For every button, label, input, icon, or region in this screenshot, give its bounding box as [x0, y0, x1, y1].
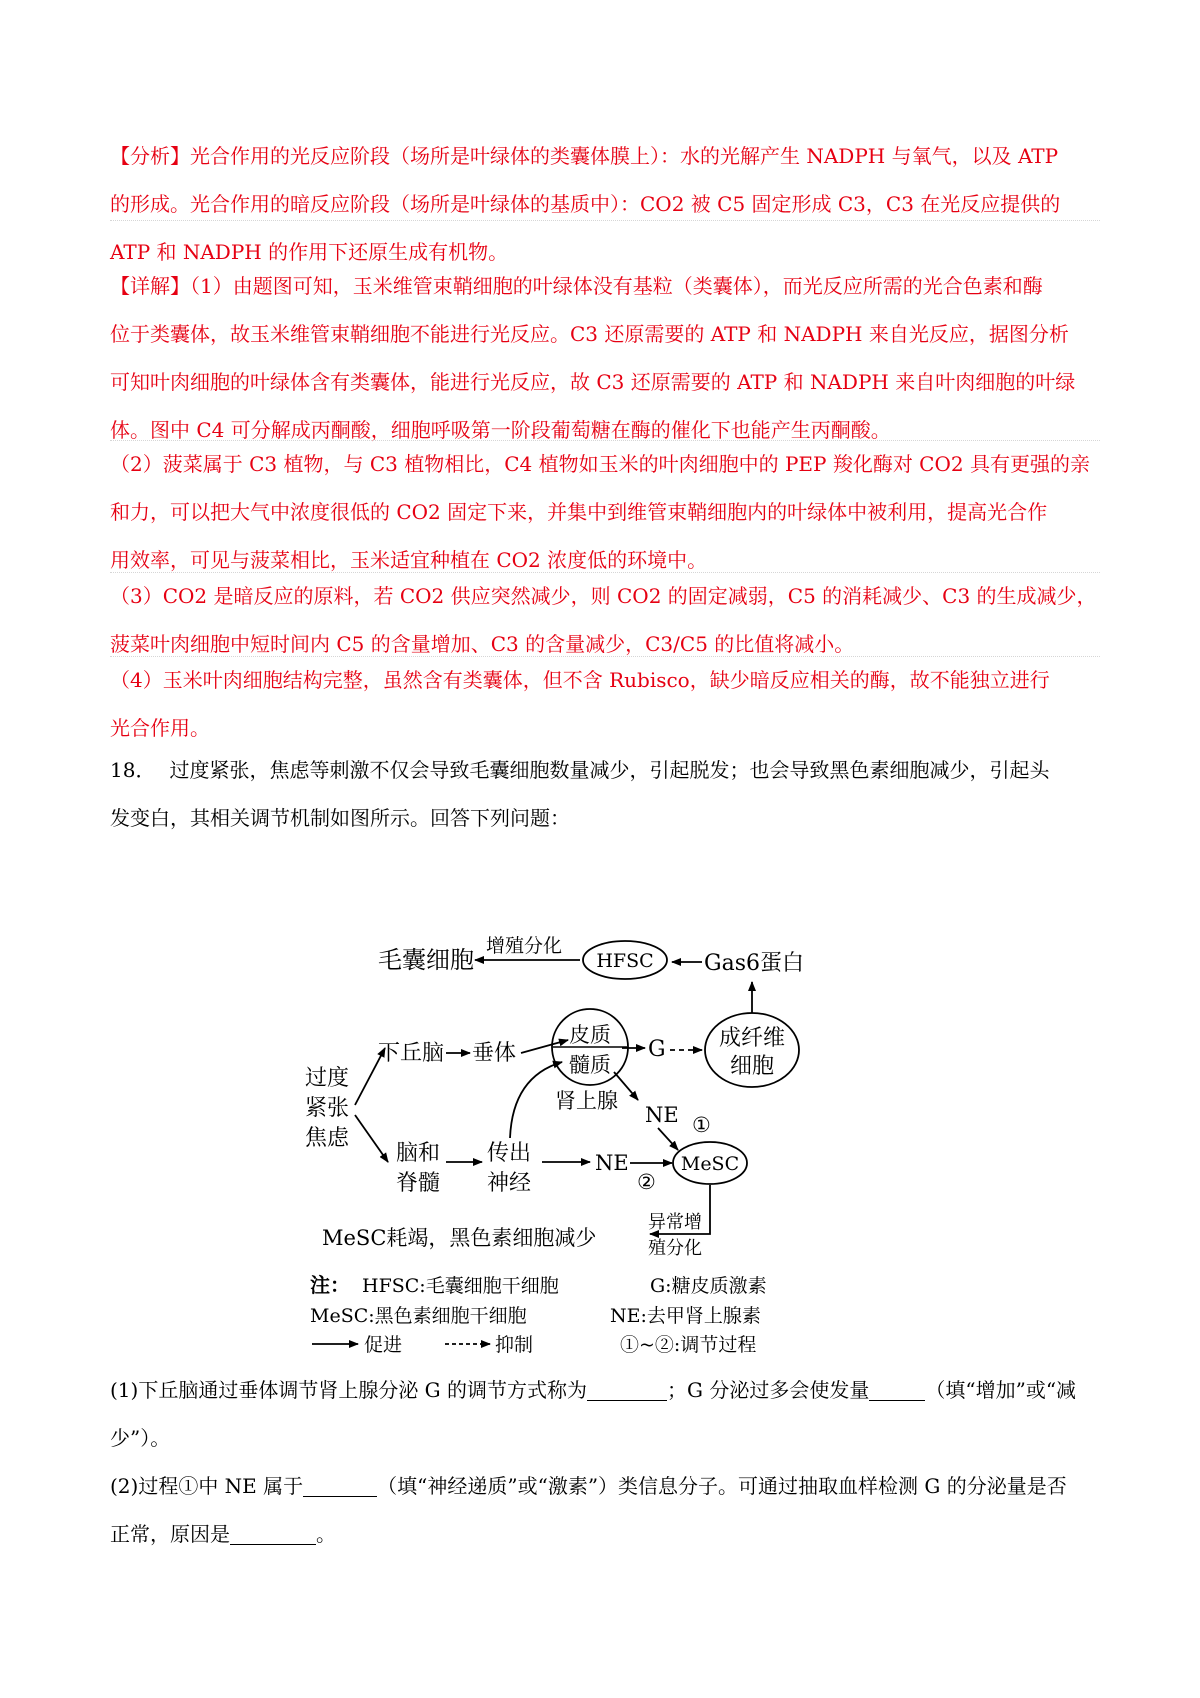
detail-line: 光合作用。 [110, 716, 210, 740]
arrow-stress-to-brain [355, 1115, 388, 1162]
note-label: 注： [310, 1273, 350, 1297]
question-text: 过度紧张，焦虑等刺激不仅会导致毛囊细胞数量减少，引起脱发；也会导致黑色素细胞减少，引起头 [169, 758, 1050, 782]
detail-line: 和力，可以把大气中浓度很低的 CO2 固定下来，并集中到维管束鞘细胞内的叶绿体中被利用，提高光合作 [110, 500, 1048, 524]
detail-line: 菠菜叶肉细胞中短时间内 C5 的含量增加、C3 的含量减少，C3/C5 的比值将减小。 [110, 632, 855, 656]
note-promote: 促进 [364, 1334, 403, 1356]
detail-paragraph-2 [110, 440, 1100, 584]
detail-paragraph-4 [110, 656, 1100, 752]
abnormal-label-1: 异常增 [648, 1212, 702, 1233]
note-g: G:糖皮质激素 [650, 1275, 767, 1297]
fibroblast-label-2: 细胞 [729, 1054, 775, 1079]
g-label: G [648, 1037, 666, 1062]
detail-line: 位于类囊体，故玉米维管束鞘细胞不能进行光反应。C3 还原需要的 ATP 和 NADPH 来自光反应，据图分析 [110, 322, 1069, 346]
detail-line: （2）菠菜属于 C3 植物，与 C3 植物相比，C4 植物如玉米的叶肉细胞中的 PEP 羧化酶对 CO2 具有更强的亲 [110, 452, 1090, 476]
detail-line: 可知叶肉细胞的叶绿体含有类囊体，能进行光反应，故 C3 还原需要的 ATP 和 NADPH 来自叶肉细胞的叶绿 [110, 370, 1076, 394]
hair-follicle-cells-label: 毛囊细胞 [378, 946, 474, 974]
hfsc-label: HFSC [596, 950, 654, 972]
fibroblast-label-1: 成纤维 [718, 1026, 786, 1051]
answer-blank[interactable] [587, 1378, 667, 1401]
subquestion-2 [110, 1462, 1100, 1558]
sub1-text-a: (1)下丘脑通过垂体调节肾上腺分泌 G 的调节方式称为 [110, 1378, 588, 1402]
analysis-paragraph [110, 132, 1100, 276]
mesc-label: MeSC [680, 1153, 740, 1175]
proliferate-label: 增殖分化 [486, 935, 563, 957]
detail-line [110, 262, 1100, 310]
cortex-label: 皮质 [569, 1023, 611, 1047]
answer-blank[interactable] [230, 1522, 316, 1545]
stress-label-3: 焦虑 [305, 1126, 350, 1151]
subquestion-line [110, 1462, 1100, 1510]
medulla-label: 髓质 [569, 1053, 611, 1077]
arrow-ne-to-mesc-1 [658, 1128, 678, 1150]
brain-label-1: 脑和 [396, 1141, 441, 1166]
detail-label: 【详解】 [110, 274, 190, 298]
subquestion-line [110, 1366, 1100, 1414]
analysis-line [110, 132, 1100, 180]
adrenal-label: 肾上腺 [555, 1089, 618, 1113]
note-ne: NE:去甲肾上腺素 [610, 1305, 761, 1327]
stress-label-2: 紧张 [305, 1096, 350, 1121]
regulation-diagram [300, 900, 900, 1360]
note-inhibit: 抑制 [495, 1334, 534, 1356]
subquestion-1 [110, 1366, 1100, 1462]
detail-paragraph-1 [110, 262, 1100, 454]
separator [110, 220, 1100, 221]
sub2-text-d: 。 [316, 1522, 336, 1546]
sub1-text-b: ；G 分泌过多会使发量 [667, 1378, 870, 1402]
exhausted-label: MeSC耗竭，黑色素细胞减少 [322, 1226, 597, 1250]
abnormal-label-2: 殖分化 [648, 1238, 702, 1259]
brain-label-2: 脊髓 [396, 1171, 441, 1196]
pituitary-label: 垂体 [472, 1041, 517, 1066]
analysis-label: 【分析】 [110, 144, 190, 168]
analysis-line: 的形成。光合作用的暗反应阶段（场所是叶绿体的基质中）：CO2 被 C5 固定形成 C3，C3 在光反应提供的 [110, 192, 1061, 216]
detail-line: 体。图中 C4 可分解成丙酮酸，细胞呼吸第一阶段葡萄糖在酶的催化下也能产生丙酮酸。 [110, 418, 891, 442]
detail-paragraph-3 [110, 572, 1100, 668]
ne-label-upper: NE [645, 1103, 679, 1127]
hypothalamus-label: 下丘脑 [378, 1041, 445, 1066]
answer-blank[interactable] [303, 1474, 377, 1497]
question-line [110, 746, 1100, 794]
detail-line: （3）CO2 是暗反应的原料，若 CO2 供应突然减少，则 CO2 的固定减弱，C5 的消耗减少、C3 的生成减少， [110, 584, 1097, 608]
note-hfsc: HFSC:毛囊细胞干细胞 [362, 1275, 559, 1297]
note-process: ①~②:调节过程 [620, 1334, 757, 1356]
stress-label-1: 过度 [305, 1066, 350, 1091]
gas6-label: Gas6蛋白 [704, 951, 804, 976]
sub2-text-c: 正常，原因是 [110, 1522, 230, 1546]
process-1-marker: ① [692, 1113, 711, 1137]
detail-text: （1）由题图可知，玉米维管束鞘细胞的叶绿体没有基粒（类囊体），而光反应所需的光合色素和酶 [190, 274, 1043, 298]
efferent-label-1: 传出 [487, 1141, 532, 1166]
subquestion-line [110, 1510, 1100, 1558]
sub2-text-b: （填“神经递质”或“激素”）类信息分子。可通过抽取血样检测 G 的分泌量是否 [377, 1474, 1067, 1498]
answer-blank[interactable] [869, 1378, 925, 1401]
efferent-label-2: 神经 [487, 1171, 532, 1196]
sub1-text-c: （填“增加”或“减 [925, 1378, 1077, 1402]
detail-line: 用效率，可见与菠菜相比，玉米适宜种植在 CO2 浓度低的环境中。 [110, 548, 708, 572]
sub2-text-a: (2)过程①中 NE 属于 [110, 1474, 304, 1498]
question-number: 18． [110, 758, 156, 782]
note-mesc: MeSC:黑色素细胞干细胞 [310, 1305, 527, 1327]
question-line: 发变白，其相关调节机制如图所示。回答下列问题： [110, 806, 570, 830]
analysis-line: ATP 和 NADPH 的作用下还原生成有机物。 [110, 240, 509, 264]
ne-label-lower: NE [595, 1151, 629, 1175]
question-18 [110, 746, 1100, 842]
process-2-marker: ② [637, 1170, 656, 1194]
subquestion-line: 少”）。 [110, 1426, 171, 1450]
analysis-text: 光合作用的光反应阶段（场所是叶绿体的类囊体膜上）：水的光解产生 NADPH 与氧气，以及 ATP [190, 144, 1059, 168]
detail-line: （4）玉米叶肉细胞结构完整，虽然含有类囊体，但不含 Rubisco，缺少暗反应相关的酶，故不能独立进行 [110, 668, 1050, 692]
